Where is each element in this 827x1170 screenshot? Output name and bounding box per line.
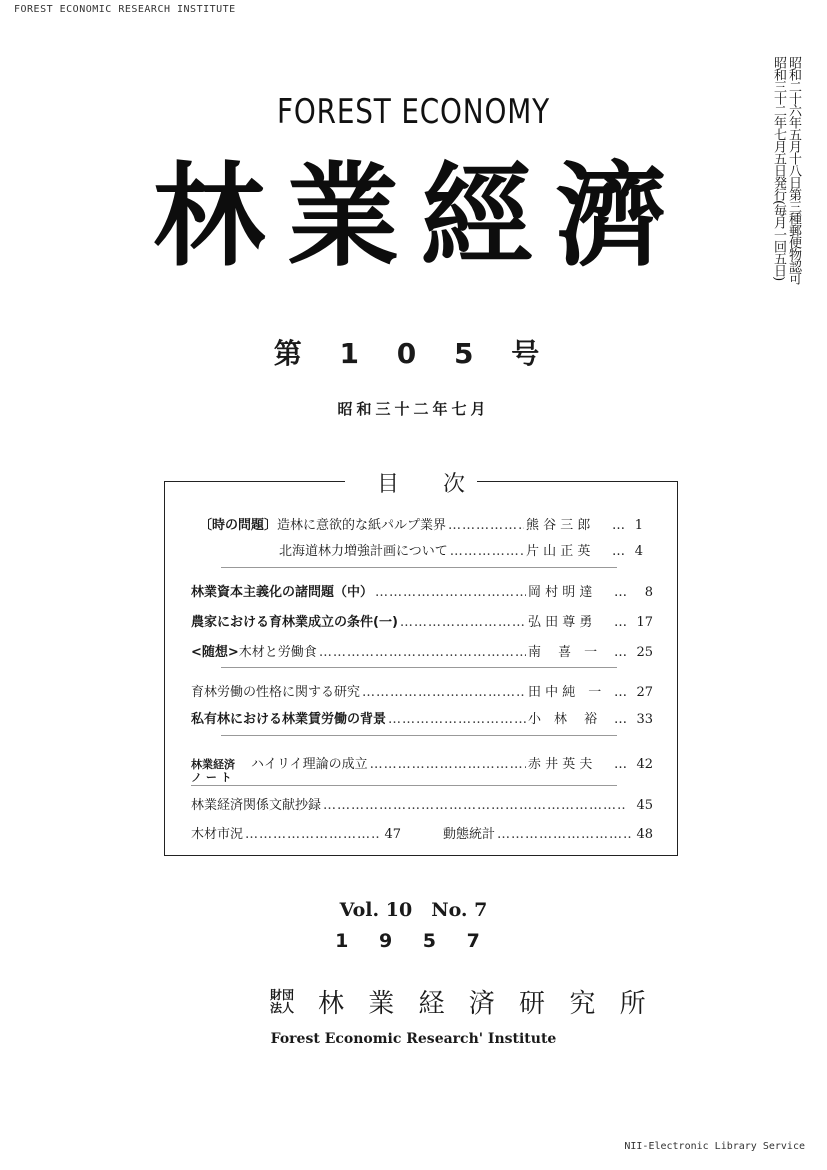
toc-entry[interactable]: 林業経済 ノ ー ト ハイリイ理論の成立 …………………………………………………………………………………………………………… 赤 井 英 夫 … 42	[191, 753, 653, 784]
publisher-name: 林 業 経 済 研 究 所	[318, 989, 654, 1019]
toc-entry[interactable]: 育林労働の性格に関する研究 …………………………………………………………………………………………………………… 田 中 純 一 … 27	[191, 681, 653, 700]
toc-entry[interactable]: 農家における育林業成立の条件(一) …………………………………………………………………………………………………………… 弘 田 尊 勇 … 17	[191, 611, 653, 630]
toc-entry[interactable]: <随想> 木材と労働食 …………………………………………………………………………………………………………… 南 喜 一 … 25	[191, 641, 653, 660]
archive-header: FOREST ECONOMIC RESEARCH INSTITUTE	[14, 4, 236, 15]
volume-number: Vol. 10 No. 7	[339, 899, 488, 921]
table-of-contents	[164, 472, 678, 856]
toc-entry[interactable]: 木材市況 …………………………………………………………………………………………………………… 47	[191, 823, 401, 842]
publisher: 財団 法人 林 業 経 済 研 究 所	[270, 983, 654, 1020]
title-english: FOREST ECONOMY	[277, 92, 550, 132]
publisher-name-english: Forest Economic Research' Institute	[270, 1031, 557, 1047]
issue-number: 第 1 0 5 号	[273, 337, 554, 370]
toc-entry[interactable]: 〔時の問題〕 造林に意欲的な紙パルプ業界 …………………………………………………………………………………………………………… 熊 谷 三 郎 … 1	[199, 514, 643, 533]
publication-notice: 昭和三十二年七月五日発行(毎月一回五日)	[771, 56, 786, 281]
archive-footer: NII-Electronic Library Service	[624, 1141, 805, 1152]
toc-entry[interactable]: 林業資本主義化の諸問題（中） …………………………………………………………………………………………………………… 岡 村 明 達 … 8	[191, 581, 653, 600]
toc-entry[interactable]: 私有林における林業賃労働の背景 …………………………………………………………………………………………………………… 小 林 裕 … 33	[191, 708, 653, 727]
title-japanese: 林業經濟	[153, 152, 689, 282]
toc-heading: 目 次	[367, 472, 475, 497]
publication-year: 1 9 5 7	[335, 930, 492, 952]
postal-notice: 昭和二十六年五月十八日第三種郵便物認可	[786, 56, 801, 284]
toc-entry[interactable]: 林業経済関係文献抄録 …………………………………………………………………………………………………………… 45	[191, 794, 653, 813]
toc-entry[interactable]: 北海道林力増強計画について …………………………………………………………………………………………………………… 片 山 正 英 … 4	[279, 540, 643, 559]
toc-entry[interactable]: 動態統計 …………………………………………………………………………………………………………… 48	[443, 823, 653, 842]
issue-date: 昭和三十二年七月	[337, 400, 490, 418]
